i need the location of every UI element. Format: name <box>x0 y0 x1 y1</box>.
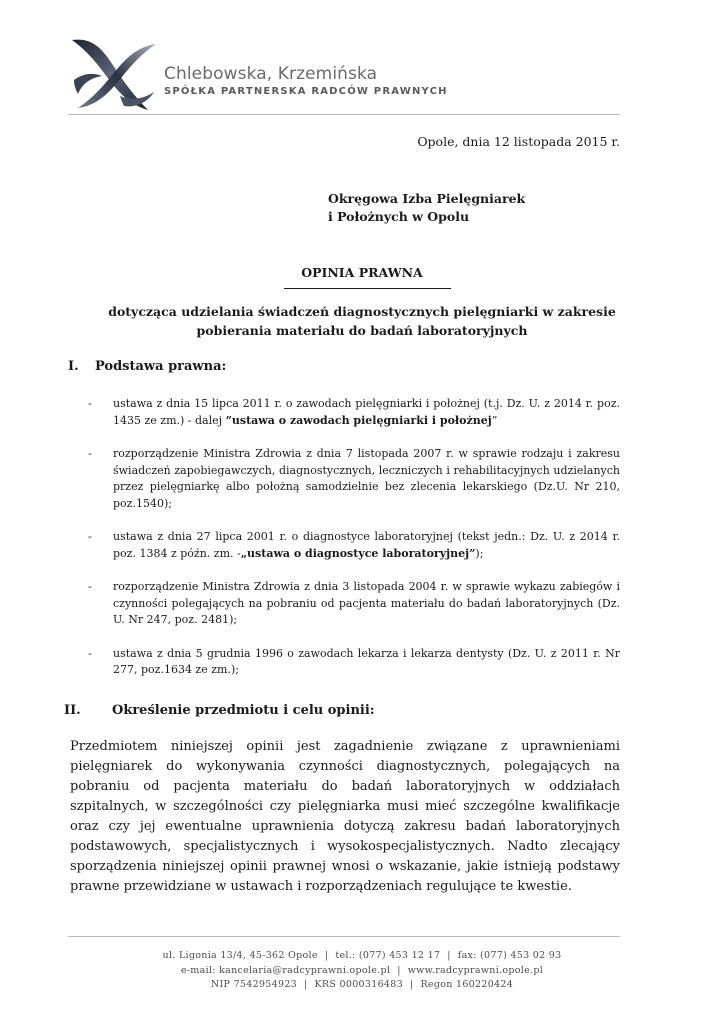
document-title: OPINIA PRAWNA <box>301 265 423 280</box>
firm-name: Chlebowska, Krzemińska <box>164 64 378 84</box>
section-1-heading <box>68 359 226 374</box>
document-subtitle <box>90 302 634 340</box>
footer-line-2 <box>0 964 724 979</box>
footer-separator: | <box>324 950 329 961</box>
footer-fax: fax: (077) 453 02 93 <box>457 950 562 961</box>
firm-logo-icon <box>68 34 160 114</box>
list-item-text: rozporządzenie Ministra Zdrowia z dnia 3 listopada 2004 r. w sprawie wykazu zabiegów i czynności polegających na pobraniu od pacjenta materiału do badań laboratoryjnych (Dz. U. Nr 247, poz. 2481); <box>113 580 620 626</box>
addressee-line-1: Okręgowa Izba Pielęgniarek <box>328 191 526 206</box>
subtitle-line-1: dotycząca udzielania świadczeń diagnostycznych pielęgniarki w zakresie <box>108 304 616 319</box>
legal-basis-list <box>88 396 620 696</box>
letterhead <box>68 34 620 116</box>
list-item-bold: „ustawa o diagnostyce laboratoryjnej” <box>240 546 476 560</box>
list-item-after: ); <box>475 546 484 560</box>
section-2-title: Określenie przedmiotu i celu opinii: <box>112 703 375 718</box>
footer-regon: Regon 160220424 <box>420 979 514 990</box>
section-2-number: II. <box>64 703 81 718</box>
list-item-after: ” <box>491 413 498 427</box>
date-line: Opole, dnia 12 listopada 2015 r. <box>417 134 620 149</box>
list-item-text: ustawa z dnia 5 grudnia 1996 o zawodach lekarza i lekarza dentysty (Dz. U. z 2011 r. Nr 277, poz.1634 ze zm.); <box>113 646 620 676</box>
firm-subtitle: SPÓŁKA PARTNERSKA RADCÓW PRAWNYCH <box>164 86 448 97</box>
list-dash: - <box>88 580 92 593</box>
list-item-bold: ”ustawa o zawodach pielęgniarki i położnej <box>225 413 492 427</box>
footer-tel: tel.: (077) 453 12 17 <box>335 950 441 961</box>
list-item <box>88 579 620 629</box>
list-item-text: rozporządzenie Ministra Zdrowia z dnia 7 listopada 2007 r. w sprawie rodzaju i zakresu świadczeń zapobiegawczych, diagnostycznych, leczniczych i rehabilitacyjnych udzielanych przez pielęgniarkę albo położną samodzielnie bez zlecenia lekarskiego (Dz.U. Nr 210, poz.1540); <box>113 447 620 510</box>
section-1-title: Podstawa prawna: <box>95 359 227 374</box>
footer-nip: NIP 7542954923 <box>210 979 298 990</box>
footer-separator: | <box>447 950 451 961</box>
list-item <box>88 396 620 429</box>
list-dash: - <box>88 530 92 543</box>
footer-krs: KRS 0000316483 <box>314 979 403 990</box>
footer-line-3 <box>0 978 724 993</box>
section-2-paragraph: Przedmiotem niniejszej opinii jest zagadnienie związane z uprawnieniami pielęgniarek do wykonywania czynności diagnostycznych, polegających na pobraniu od pacjenta materiału do badań laboratoryjnych w oddziałach szpitalnych, w szczególności czy pielęgniarka musi mieć szczególne kwalifikacje oraz czy jej ewentualne uprawnienia dotyczą zakresu badań laboratoryjnych podstawowych, specjalistycznych i wysokospecjalistycznych. Nadto zlecający sporządzenia niniejszej opinii prawnej wnosi o wskazanie, jakie istnieją podstawy prawne przewidziane w ustawach i rozporządzeniach regulujące te kwestie. <box>70 739 620 894</box>
subtitle-line-2: pobierania materiału do badań laboratoryjnych <box>196 323 528 338</box>
footer-divider <box>68 936 620 937</box>
list-dash: - <box>88 397 92 410</box>
title-underline <box>284 288 451 289</box>
list-item <box>88 646 620 679</box>
header-divider <box>68 114 620 115</box>
list-item-text: ustawa z dnia 27 lipca 2001 r. o diagnostyce laboratoryjnej (tekst jedn.: Dz. U. z 2014 r. poz. 1384 z późn. zm. - <box>113 530 620 560</box>
section-1-number: I. <box>68 359 79 374</box>
list-dash: - <box>88 447 92 460</box>
footer-separator: | <box>397 964 401 976</box>
footer-website[interactable]: www.radcyprawni.opole.pl <box>407 964 544 976</box>
footer-line-1 <box>0 949 724 964</box>
footer-separator: | <box>304 979 308 990</box>
list-item <box>88 529 620 562</box>
footer-email[interactable]: e-mail: kancelaria@radcyprawni.opole.pl <box>180 964 391 976</box>
addressee <box>328 190 525 226</box>
footer <box>0 949 724 993</box>
footer-separator: | <box>409 979 414 990</box>
footer-address: ul. Ligonia 13/4, 45-362 Opole <box>162 950 318 961</box>
list-dash: - <box>88 646 92 660</box>
list-item <box>88 446 620 512</box>
addressee-line-2: i Położnych w Opolu <box>328 209 470 224</box>
list-item-text: ustawa z dnia 15 lipca 2011 r. o zawodach pielęgniarki i położnej (t.j. Dz. U. z 2014 r. poz. 1435 ze zm.) - dalej <box>113 397 620 427</box>
section-2-heading <box>64 703 375 718</box>
